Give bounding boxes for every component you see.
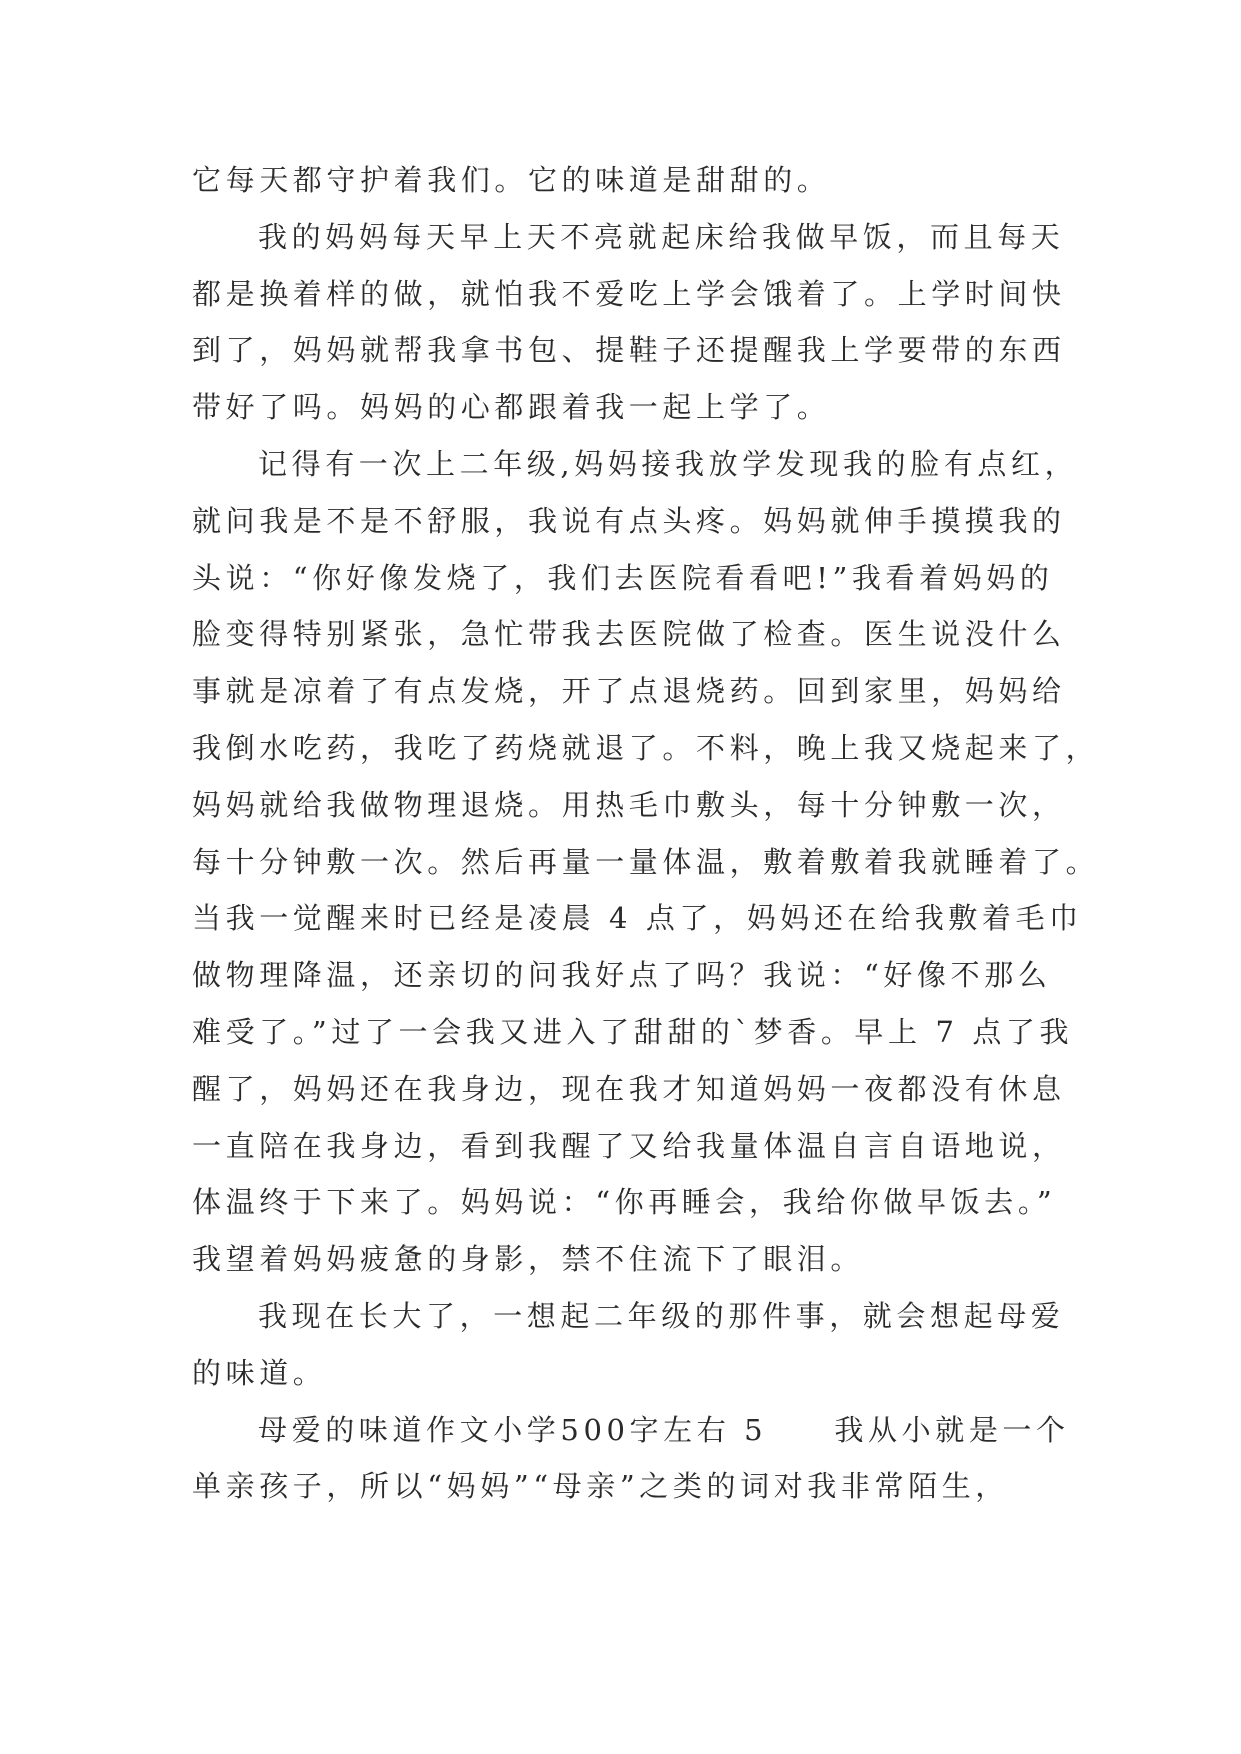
text-line-22: 的味道。 [192, 1355, 327, 1390]
text-line-1: 它每天都守护着我们。它的味道是甜甜的。 [192, 163, 831, 197]
text-line-8: 头说：“你好像发烧了，我们去医院看看吧!”我看着妈妈的 [192, 560, 1054, 595]
text-line-5: 带好了吗。妈妈的心都跟着我一起上学了。 [192, 390, 831, 425]
text-line-15: 做物理降温，还亲切的问我好点了吗？我说：“好像不那么 [192, 958, 1052, 993]
text-line-9: 脸变得特别紧张，急忙带我去医院做了检查。医生说没什么 [192, 617, 1066, 652]
text-line-10: 事就是凉着了有点发烧，开了点退烧药。回到家里，妈妈给 [192, 674, 1066, 709]
text-line-16: 难受了。”过了一会我又进入了甜甜的`梦香。早上 7 点了我 [192, 1014, 1074, 1049]
document-body [192, 152, 1100, 1515]
text-line-20: 我望着妈妈疲惫的身影，禁不住流下了眼泪。 [192, 1242, 865, 1277]
text-line-11: 我倒水吃药，我吃了药烧就退了。不料，晚上我又烧起来了， [192, 730, 1100, 765]
text-line-18: 一直陪在我身边，看到我醒了又给我量体温自言自语地说， [192, 1128, 1066, 1163]
text-line-2: 我的妈妈每天早上天不亮就起床给我做早饭，而且每天 [258, 219, 1065, 254]
text-line-13: 每十分钟敷一次。然后再量一量体温，敷着敷着我就睡着了。 [192, 844, 1100, 879]
text-line-24: 单亲孩子，所以“妈妈”“母亲”之类的词对我非常陌生， [192, 1469, 1009, 1504]
text-line-12: 妈妈就给我做物理退烧。用热毛巾敷头，每十分钟敷一次， [192, 787, 1066, 822]
text-line-6: 记得有一次上二年级,妈妈接我放学发现我的脸有点红， [258, 446, 1079, 481]
text-line-23: 母爱的味道作文小学500字左右 5 我从小就是一个 [258, 1412, 1070, 1447]
text-line-7: 就问我是不是不舒服，我说有点头疼。妈妈就伸手摸摸我的 [192, 503, 1066, 538]
text-line-14: 当我一觉醒来时已经是凌晨 4 点了，妈妈还在给我敷着毛巾 [192, 901, 1083, 936]
text-line-19: 体温终于下来了。妈妈说：“你再睡会，我给你做早饭去。” [192, 1185, 1057, 1220]
text-line-21: 我现在长大了，一想起二年级的那件事，就会想起母爱 [258, 1298, 1065, 1333]
text-line-4: 到了，妈妈就帮我拿书包、提鞋子还提醒我上学要带的东西 [192, 333, 1066, 368]
text-line-3: 都是换着样的做，就怕我不爱吃上学会饿着了。上学时间快 [192, 276, 1066, 311]
text-line-17: 醒了，妈妈还在我身边，现在我才知道妈妈一夜都没有休息 [192, 1071, 1066, 1106]
